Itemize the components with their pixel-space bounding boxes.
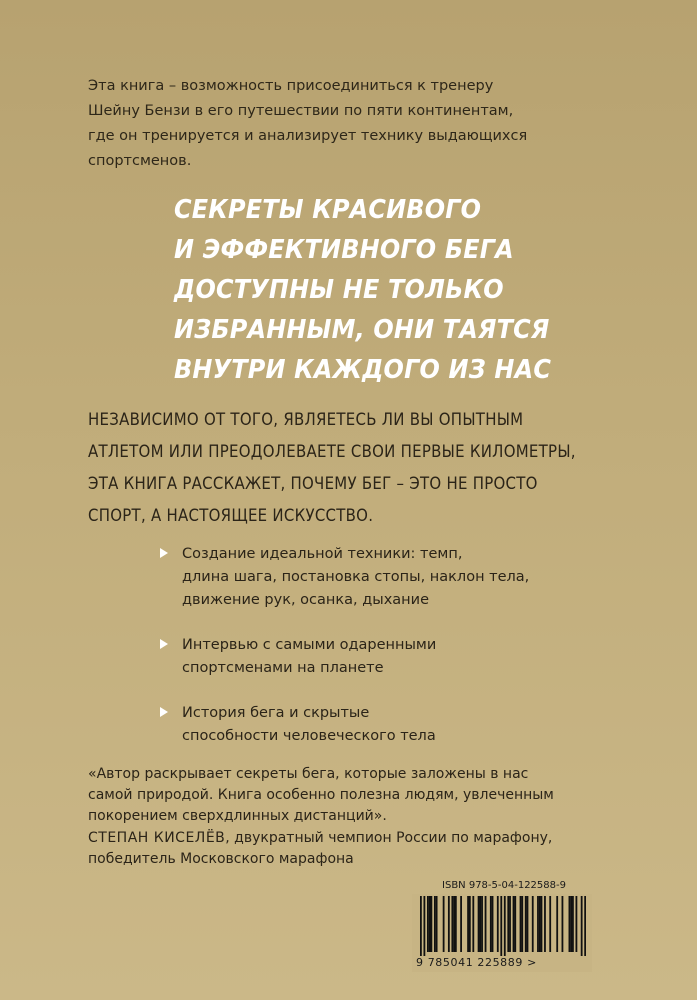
testimonial-quote — [88, 764, 628, 827]
triangle-bullet-icon — [160, 707, 168, 717]
barcode-bar — [436, 896, 438, 952]
barcode-bar — [525, 896, 527, 952]
barcode-bar — [541, 896, 543, 952]
barcode-bar — [504, 896, 506, 956]
intro-line: Шейну Бензи в его путешествии по пяти континентам, — [88, 103, 514, 119]
headline-line: И ЭФФЕКТИВНОГО БЕГА — [174, 235, 514, 265]
feature-line: длина шага, постановка стопы, наклон тела, — [182, 569, 530, 585]
barcode-bar — [509, 896, 511, 952]
barcode-bar — [469, 896, 471, 952]
barcode-bar — [427, 896, 429, 952]
feature-line: Интервью с самыми одаренными — [182, 637, 437, 653]
barcode-digits: 9 785041 225889 > — [416, 956, 537, 969]
feature-item — [160, 543, 620, 612]
author-title: , двукратный чемпион России по марафону, — [225, 830, 553, 846]
barcode-bar — [434, 896, 436, 952]
subhead-line: ЭТА КНИГА РАССКАЖЕТ, ПОЧЕМУ БЕГ – ЭТО НЕ ПРОСТО — [88, 474, 538, 494]
barcode-bar — [500, 896, 502, 956]
feature-line: История бега и скрытые — [182, 705, 370, 721]
triangle-bullet-icon — [160, 548, 168, 558]
barcode-bar — [485, 896, 487, 952]
barcode-bar — [443, 896, 445, 952]
barcode-bar — [481, 896, 483, 952]
feature-item — [160, 702, 620, 748]
quote-author — [88, 828, 648, 870]
barcode-bar — [549, 896, 551, 952]
barcode-bar — [451, 896, 453, 952]
headline-line: ВНУТРИ КАЖДОГО ИЗ НАС — [174, 355, 552, 385]
quote-line: самой природой. Книга особенно полезна людям, увлеченным — [88, 787, 554, 803]
subhead-line: АТЛЕТОМ ИЛИ ПРЕОДОЛЕВАЕТЕ СВОИ ПЕРВЫЕ КИЛОМЕТРЫ, — [88, 442, 576, 462]
barcode-bar — [569, 896, 571, 952]
barcode-bar — [492, 896, 494, 952]
barcode-bar — [423, 896, 425, 956]
barcode-bar — [453, 896, 455, 952]
headline-line: ДОСТУПНЫ НЕ ТОЛЬКО — [174, 275, 504, 305]
author-name: СТЕПАН КИСЕЛЁВ — [88, 830, 226, 846]
intro-paragraph — [88, 74, 628, 174]
author-line — [88, 828, 648, 849]
feature-list — [160, 543, 620, 770]
subhead-paragraph — [88, 404, 576, 532]
barcode-bar — [448, 896, 450, 952]
barcode-bar — [460, 896, 462, 952]
barcode-bar — [527, 896, 529, 952]
feature-line: спортсменами на планете — [182, 660, 384, 676]
barcode-bar — [497, 896, 499, 952]
barcode-bar — [429, 896, 431, 952]
barcode-bars — [420, 896, 586, 956]
barcode-bar — [537, 896, 539, 952]
barcode-bar — [544, 896, 546, 952]
barcode-bar — [514, 896, 516, 952]
triangle-bullet-icon — [160, 639, 168, 649]
barcode-bar — [532, 896, 534, 952]
intro-line: где он тренируется и анализирует технику выдающихся — [88, 128, 528, 144]
barcode-bar — [520, 896, 522, 952]
barcode-bar — [420, 896, 422, 956]
quote-line: покорением сверхдлинных дистанций». — [88, 808, 387, 824]
isbn-barcode — [412, 880, 592, 972]
barcode-bar — [430, 896, 432, 952]
barcode-bar — [472, 896, 474, 952]
barcode-bar — [490, 896, 492, 952]
subhead-line: НЕЗАВИСИМО ОТ ТОГО, ЯВЛЯЕТЕСЬ ЛИ ВЫ ОПЫТНЫМ — [88, 410, 524, 430]
barcode-bar — [521, 896, 523, 952]
barcode-bar — [513, 896, 515, 952]
headline-line: СЕКРЕТЫ КРАСИВОГО — [174, 195, 482, 225]
feature-line: движение рук, осанка, дыхание — [182, 592, 430, 608]
barcode-bar — [562, 896, 564, 952]
barcode-bar — [467, 896, 469, 952]
barcode-bar — [556, 896, 558, 952]
feature-line: способности человеческого тела — [182, 728, 436, 744]
barcode-bar — [576, 896, 578, 952]
barcode-bar — [507, 896, 509, 952]
barcode-bar — [570, 896, 572, 952]
intro-line: спортсменов. — [88, 153, 192, 169]
barcode-bar — [455, 896, 457, 952]
feature-item — [160, 634, 620, 680]
author-line: победитель Московского марафона — [88, 851, 354, 867]
barcode-bar — [479, 896, 481, 952]
subhead-line: СПОРТ, А НАСТОЯЩЕЕ ИСКУССТВО. — [88, 506, 374, 526]
headline — [174, 190, 634, 390]
isbn-label: ISBN 978-5-04-122588-9 — [442, 880, 566, 891]
headline-line: ИЗБРАННЫМ, ОНИ ТАЯТСЯ — [174, 315, 550, 345]
barcode-bar — [539, 896, 541, 952]
quote-line: «Автор раскрывает секреты бега, которые заложены в нас — [88, 766, 529, 782]
feature-line: Создание идеальной техники: темп, — [182, 546, 463, 562]
barcode-bar — [572, 896, 574, 952]
barcode-bar — [581, 896, 583, 956]
barcode-bar — [478, 896, 480, 952]
intro-line: Эта книга – возможность присоединиться к тренеру — [88, 78, 494, 94]
barcode-bar — [584, 896, 586, 956]
